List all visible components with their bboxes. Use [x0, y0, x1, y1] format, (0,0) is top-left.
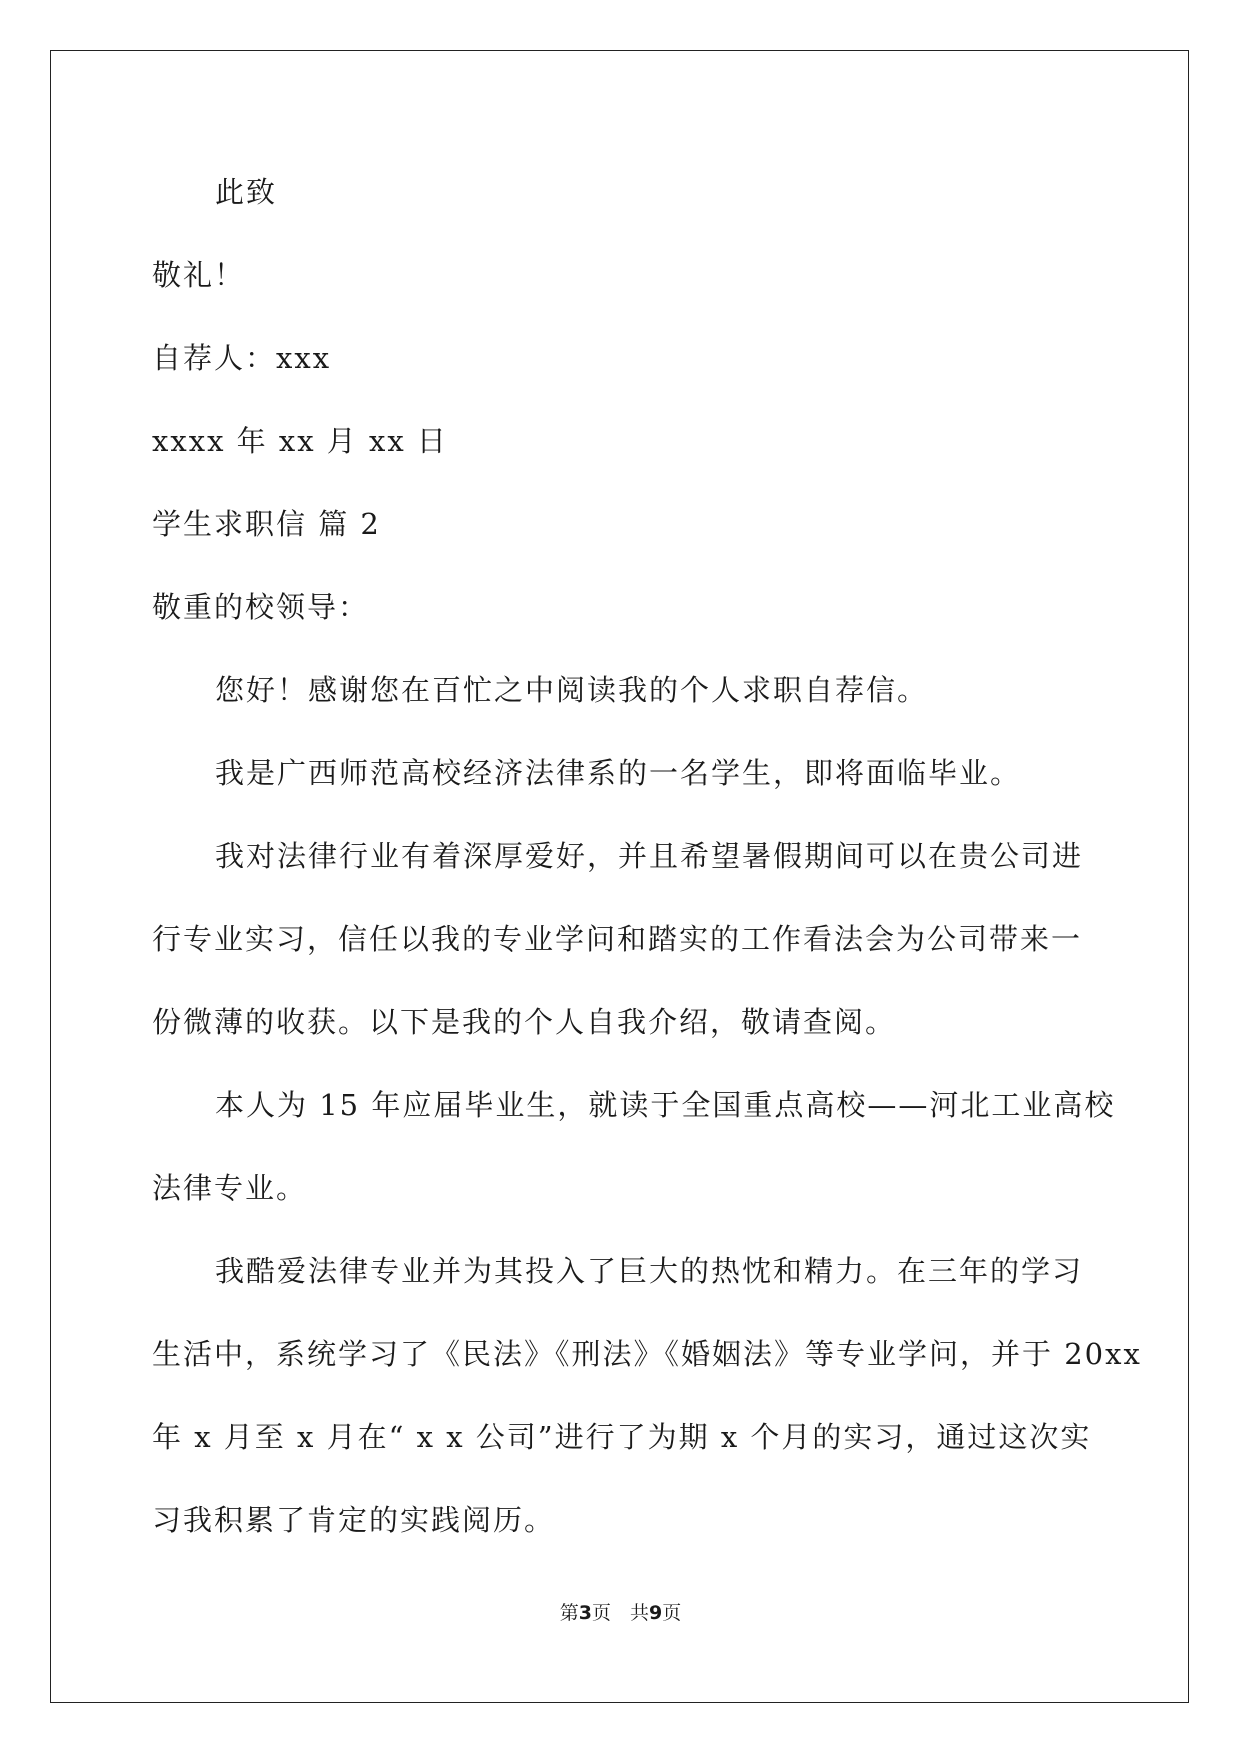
paragraph-line: 习我积累了肯定的实践阅历。: [152, 1503, 556, 1537]
paragraph-line: 生活中，系统学习了《民法》《刑法》《婚姻法》等专业学问，并于 20xx: [152, 1337, 1142, 1371]
greeting-line: 敬重的校领导：: [152, 590, 370, 624]
date-line: xxxx 年 xx 月 xx 日: [152, 424, 448, 458]
closing-salutation: 此致: [215, 175, 278, 209]
paragraph-line: 本人为 15 年应届毕业生，就读于全国重点高校——河北工业高校: [215, 1088, 1116, 1122]
page-current: 3: [578, 1602, 592, 1624]
paragraph-line: 我是广西师范高校经济法律系的一名学生，即将面临毕业。: [215, 756, 1022, 790]
page-prefix: 第: [559, 1602, 579, 1624]
paragraph-line: 行专业实习，信任以我的专业学问和踏实的工作看法会为公司带来一: [152, 922, 1083, 956]
signature-line: 自荐人：xxx: [152, 341, 332, 375]
page-number-footer: [0, 1601, 1241, 1625]
page-total: 9: [649, 1602, 663, 1624]
closing-regards: 敬礼！: [152, 258, 246, 292]
paragraph-line: 年 x 月至 x 月在“ x x 公司”进行了为期 x 个月的实习，通过这次实: [152, 1420, 1092, 1454]
paragraph-line: 我酷爱法律专业并为其投入了巨大的热忱和精力。在三年的学习: [215, 1254, 1084, 1288]
paragraph-line: 我对法律行业有着深厚爱好，并且希望暑假期间可以在贵公司进: [215, 839, 1084, 873]
paragraph-line: 份微薄的收获。以下是我的个人自我介绍，敬请查阅。: [152, 1005, 897, 1039]
page-mid: 页 共: [591, 1602, 649, 1624]
section-title: 学生求职信 篇 2: [152, 507, 381, 541]
page-suffix: 页: [662, 1602, 682, 1624]
paragraph-line: 法律专业。: [152, 1171, 308, 1205]
paragraph-line: 您好！感谢您在百忙之中阅读我的个人求职自荐信。: [215, 673, 929, 707]
